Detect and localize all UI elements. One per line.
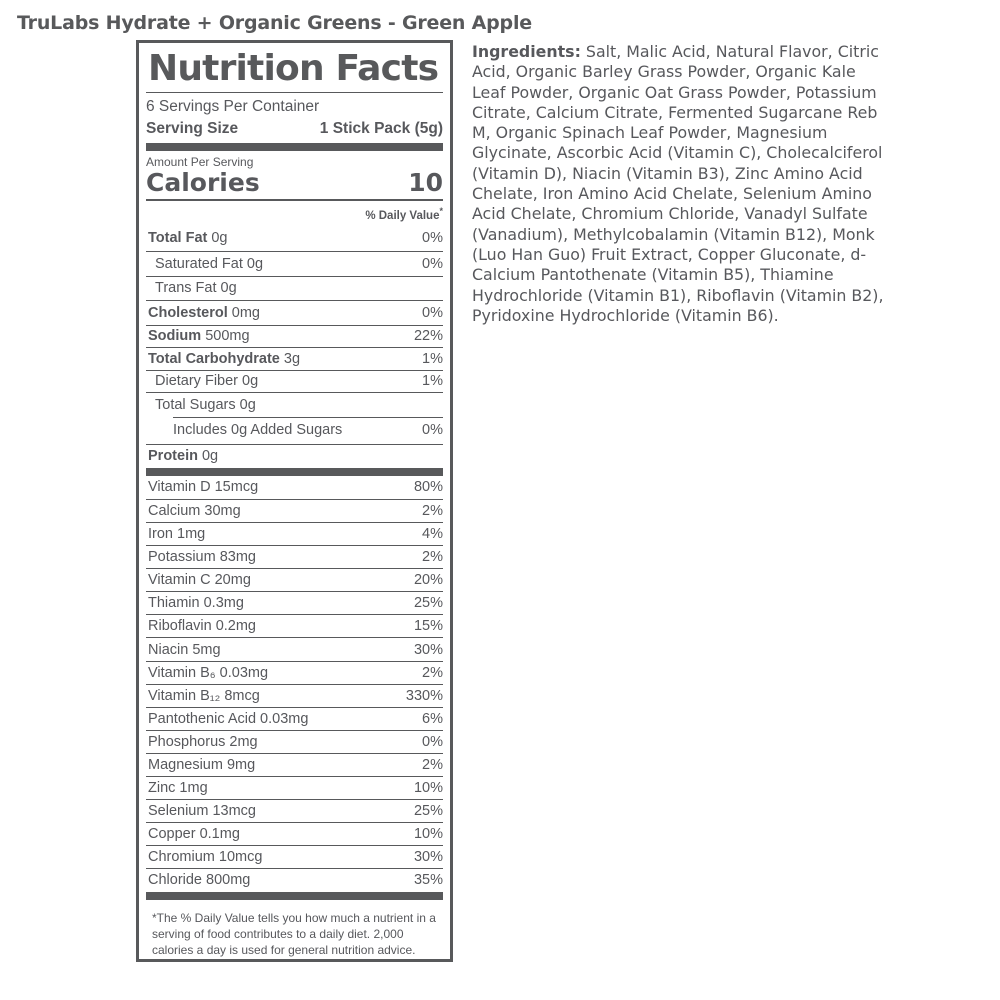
calories-value: 10 [408,168,443,197]
micro-nutrients [146,476,443,892]
vitamin-mineral-label: Vitamin B₆ 0.03mg [148,664,269,681]
vitamin-mineral-row [146,776,443,799]
vitamin-mineral-daily-value: 80% [413,479,443,496]
vitamin-mineral-daily-value: 35% [413,872,443,889]
vitamin-mineral-daily-value: 15% [413,618,443,635]
vitamin-mineral-label: Phosphorus 2mg [148,733,258,750]
vitamin-mineral-row [146,684,443,707]
vitamin-mineral-label: Selenium 13mcg [148,803,256,820]
daily-value-header: % Daily Value* [365,206,443,222]
vitamin-mineral-daily-value: 2% [422,502,443,519]
vitamin-mineral-row [146,868,443,891]
nutrient-name: Total Carbohydrate [148,350,280,367]
vitamin-mineral-daily-value: 6% [422,710,443,727]
nutrient-row [146,325,443,347]
vitamin-mineral-daily-value: 2% [422,549,443,566]
vitamin-mineral-label: Riboflavin 0.2mg [148,618,256,635]
nutrient-row [146,370,443,392]
divider-thick [146,892,443,900]
serving-size-label: Serving Size [146,120,239,137]
vitamin-mineral-row [146,637,443,660]
vitamin-mineral-label: Vitamin D 15mcg [148,479,259,496]
vitamin-mineral-label: Vitamin C 20mg [148,572,251,589]
vitamin-mineral-label: Niacin 5mg [148,641,221,658]
vitamin-mineral-label: Vitamin B₁₂ 8mcg [148,687,260,704]
nutrient-label [148,305,260,321]
vitamin-mineral-row [146,614,443,637]
vitamin-mineral-daily-value: 30% [413,641,443,658]
calories-row [146,169,443,197]
vitamin-mineral-daily-value: 10% [413,780,443,797]
vitamin-mineral-row [146,707,443,730]
nutrient-label: Trans Fat 0g [155,280,237,297]
nutrient-name: Cholesterol [148,304,228,321]
nutrient-row [146,226,443,251]
nutrient-amount: 500mg [201,328,250,345]
product-title: TruLabs Hydrate + Organic Greens - Green Apple [17,12,532,34]
nutrient-label: Includes 0g Added Sugars [173,422,343,439]
serving-size-value: 1 Stick Pack (5g) [319,120,443,137]
vitamin-mineral-row [146,568,443,591]
nutrient-name: Protein [148,448,198,465]
nutrient-row [146,251,443,276]
nutrient-amount: 0g [207,230,228,247]
nutrient-name: Sodium [148,328,202,345]
nutrient-amount: 0mg [227,304,261,321]
vitamin-mineral-row [146,499,443,522]
vitamin-mineral-row [146,753,443,776]
nutrient-row [146,300,443,325]
nutrient-daily-value: 1% [422,350,443,367]
ingredients-block [472,42,887,326]
vitamin-mineral-daily-value: 25% [413,595,443,612]
vitamin-mineral-row [146,730,443,753]
nutrient-label [148,230,228,246]
nutrient-label: Total Sugars 0g [155,396,256,413]
vitamin-mineral-label: Copper 0.1mg [148,826,240,843]
ingredients-text: Salt, Malic Acid, Natural Flavor, Citric Acid, Organic Barley Grass Powder, Organic Kale Leaf Powder, Organic Oat Grass Powder, Potassium Citrate, Calcium Citrate, Fermented Sugarcane Reb M, Organic Spinach Leaf Powder, Magnesium Glycinate, Ascorbic Acid (Vitamin C), Cholecalciferol (Vitamin D), Niacin (Vitamin B3), Zinc Amino Acid Chelate, Iron Amino Acid Chelate, Selenium Amino Acid Chelate, Chromium Chloride, Vanadyl Sulfate (Vanadium), Methylcobalamin (Vitamin B12), Monk (Luo Han Guo) Fruit Extract, Copper Gluconate, d-Calcium Pantothenate (Vitamin B5), Thiamine Hydrochloride (Vitamin B1), Riboflavin (Vitamin B2), Pyridoxine Hydrochloride (Vitamin B6). [472,42,884,325]
macro-nutrients [146,226,443,468]
vitamin-mineral-row [146,845,443,868]
nutrient-amount: 0g [197,448,219,465]
nutrient-daily-value: 0% [422,255,443,272]
nutrient-daily-value: 0% [422,230,443,247]
vitamin-mineral-row [146,591,443,614]
amount-per-serving: Amount Per Serving [146,155,254,169]
divider-thick [146,143,443,151]
vitamin-mineral-daily-value: 30% [413,849,443,866]
vitamin-mineral-label: Zinc 1mg [148,780,208,797]
vitamin-mineral-row [146,545,443,568]
nutrient-label: Saturated Fat 0g [155,255,264,272]
nutrient-row [146,392,443,417]
nutrient-amount: 3g [279,350,301,367]
nutrient-row [146,347,443,370]
nutrient-daily-value: 0% [422,422,443,439]
nutrition-facts-heading: Nutrition Facts [148,48,439,89]
vitamin-mineral-daily-value: 2% [422,664,443,681]
vitamin-mineral-row [146,822,443,845]
vitamin-mineral-label: Magnesium 9mg [148,757,256,773]
vitamin-mineral-label: Iron 1mg [148,526,206,543]
vitamin-mineral-row [146,799,443,822]
vitamin-mineral-daily-value: 20% [413,572,443,589]
nutrient-daily-value: 1% [422,373,443,390]
ingredients-label: Ingredients: [472,42,581,61]
vitamin-mineral-daily-value: 2% [422,757,443,773]
nutrient-label [148,328,250,344]
vitamin-mineral-row [146,661,443,684]
nutrient-daily-value: 22% [413,328,443,345]
vitamin-mineral-label: Thiamin 0.3mg [148,595,244,612]
serving-size-row [146,117,443,141]
calories-label: Calories [146,168,260,197]
vitamin-mineral-row [146,476,443,499]
vitamin-mineral-daily-value: 10% [413,826,443,843]
vitamin-mineral-label: Potassium 83mg [148,549,256,566]
vitamin-mineral-daily-value: 4% [422,526,443,543]
divider [146,92,443,93]
nutrition-facts-panel [136,40,453,962]
vitamin-mineral-label: Chloride 800mg [148,872,251,889]
divider-thick [146,468,443,476]
vitamin-mineral-daily-value: 0% [422,733,443,750]
vitamin-mineral-label: Chromium 10mcg [148,849,263,866]
vitamin-mineral-daily-value: 330% [405,687,443,704]
nutrient-row [146,417,443,444]
nutrient-row [146,276,443,300]
nutrient-daily-value: 0% [422,304,443,321]
vitamin-mineral-row [146,522,443,545]
nutrient-label [148,351,300,367]
nutrient-name: Total Fat [148,230,208,247]
nutrient-row [146,444,443,468]
vitamin-mineral-label: Calcium 30mg [148,502,241,519]
vitamin-mineral-daily-value: 25% [413,803,443,820]
nutrient-label [148,448,218,464]
servings-per-container: 6 Servings Per Container [146,98,320,115]
vitamin-mineral-label: Pantothenic Acid 0.03mg [148,710,309,727]
daily-value-footnote: *The % Daily Value tells you how much a nutrient in a serving of food contributes to a daily diet. 2,000 calories a day is used for general nutrition advice. [152,910,436,957]
nutrient-label: Dietary Fiber 0g [155,373,259,390]
